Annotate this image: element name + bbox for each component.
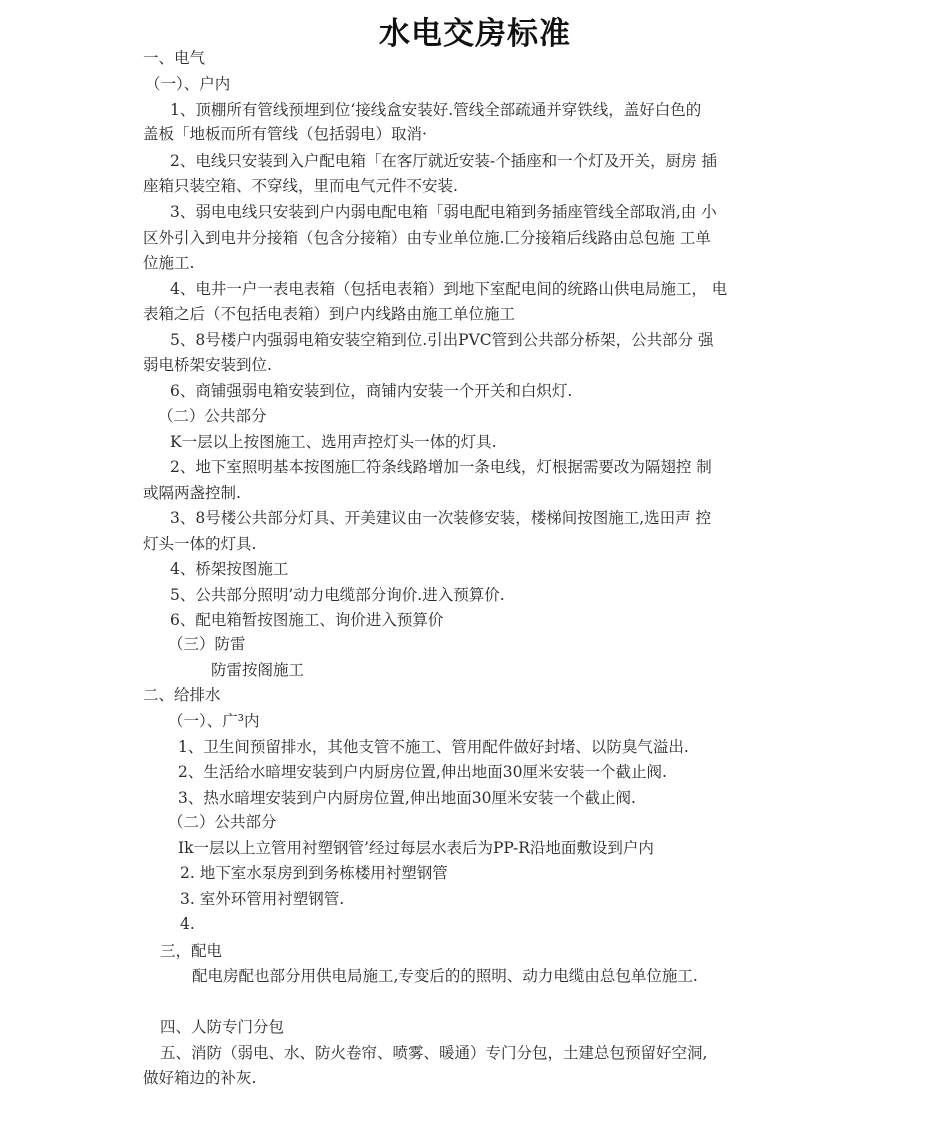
text-line: 6、商铺强弱电箱安装到位，商铺内安装一个开关和白炽灯. bbox=[170, 382, 573, 400]
text-line: 2、生活给水暗埋安装到户内厨房位置,伸出地面30厘米安装一个截止阀. bbox=[178, 763, 667, 781]
text-line: 2、电线只安装到入户配电箱「在客厅就近安装-个插座和一个灯及开关，厨房 插 bbox=[170, 152, 718, 170]
text-line: 3. 室外环管用衬塑钢管. bbox=[180, 890, 345, 908]
text-line: 弱电桥架安装到位. bbox=[143, 356, 272, 374]
text-line: 位施工. bbox=[143, 254, 195, 272]
text-line: 4、电井一户一表电表箱（包括电表箱）到地下室配电间的统路山供电局施工， 电 bbox=[170, 280, 728, 298]
text-line: 6、配电箱暂按图施工、询价进入预算价 bbox=[170, 611, 444, 629]
text-line: 1、顶棚所有管线预埋到位‘接线盒安装好.管线全部疏通并穿铁线，盖好白色的 bbox=[170, 101, 702, 119]
section-heading-civil-defense: 四、人防专门分包 bbox=[160, 1018, 285, 1036]
text-line: 盖板「地板而所有管线（包括弱电）取消· bbox=[143, 125, 427, 143]
text-line: Ik一层以上立管用衬塑钢管’经过每层水表后为PP-R沿地面敷设到户内 bbox=[178, 839, 654, 857]
text-line: 1、卫生间预留排水，其他支管不施工、管用配件做好封堵、以防臭气溢出. bbox=[178, 738, 689, 756]
subsection-heading-indoor: （一）、户内 bbox=[145, 75, 231, 93]
text-line: 或隔两盏控制. bbox=[143, 484, 241, 502]
text-line: 4. bbox=[180, 915, 195, 933]
text-line: 座箱只装空箱、不穿线，里而电气元件不安装. bbox=[143, 177, 458, 195]
text-line: 2. 地下室水泵房到到务栋楼用衬塑钢管 bbox=[180, 864, 448, 882]
page-title: 水电交房标准 bbox=[379, 16, 571, 52]
text-line: 灯头一体的灯具. bbox=[143, 535, 257, 553]
text-line: 5、公共部分照明’动力电缆部分询价.进入预算价. bbox=[170, 586, 505, 604]
subsection-heading-indoor-plumbing: （一）、广³内 bbox=[168, 712, 260, 730]
text-line: 表箱之后（不包括电表箱）到户内线路由施工单位施工 bbox=[143, 305, 516, 323]
subsection-heading-public: （二）公共部分 bbox=[158, 407, 267, 425]
text-line: 3、热水暗埋安装到户内厨房位置,伸出地面30厘米安装一个截止阀. bbox=[178, 789, 636, 807]
text-line: 区外引入到电井分接箱（包含分接箱）由专业单位施.匚分接箱后线路由总包施 工单 bbox=[143, 229, 711, 247]
text-line: 3、8号楼公共部分灯具、开美建议由一次装修安装，楼梯间按图施工,选田声 控 bbox=[170, 509, 712, 527]
subsection-heading-lightning: （三）防雷 bbox=[168, 635, 246, 653]
section-heading-plumbing: 二、给排水 bbox=[143, 686, 221, 704]
text-line: 防雷按阁施工 bbox=[211, 661, 305, 679]
text-line: K一层以上按图施工、选用声控灯头一体的灯具. bbox=[170, 433, 497, 451]
text-line: 5、8号楼户内强弱电箱安装空箱到位.引出PVC管到公共部分桥架，公共部分 强 bbox=[170, 331, 714, 349]
text-line: 2、地下室照明基本按图施匚符条线路增加一条电线，灯根据需要改为隔翅控 制 bbox=[170, 458, 712, 476]
text-line: 做好箱边的补灰. bbox=[143, 1069, 257, 1087]
text-line: 五、消防（弱电、水、防火卷帘、喷雾、暖通）专门分包，土建总包预留好空洞, bbox=[160, 1044, 708, 1062]
section-heading-electrical: 一、电气 bbox=[143, 49, 206, 67]
section-heading-power-distribution: 三，配电 bbox=[160, 942, 223, 960]
text-line: 3、弱电电线只安装到户内弱电配电箱「弱电配电箱到务插座管线全部取消,由 小 bbox=[170, 203, 717, 221]
subsection-heading-public-plumbing: （二）公共部分 bbox=[168, 813, 277, 831]
text-line: 配电房配也部分用供电局施工,专变后的的照明、动力电缆由总包单位施工. bbox=[192, 967, 698, 985]
text-line: 4、桥架按图施工 bbox=[170, 560, 289, 578]
